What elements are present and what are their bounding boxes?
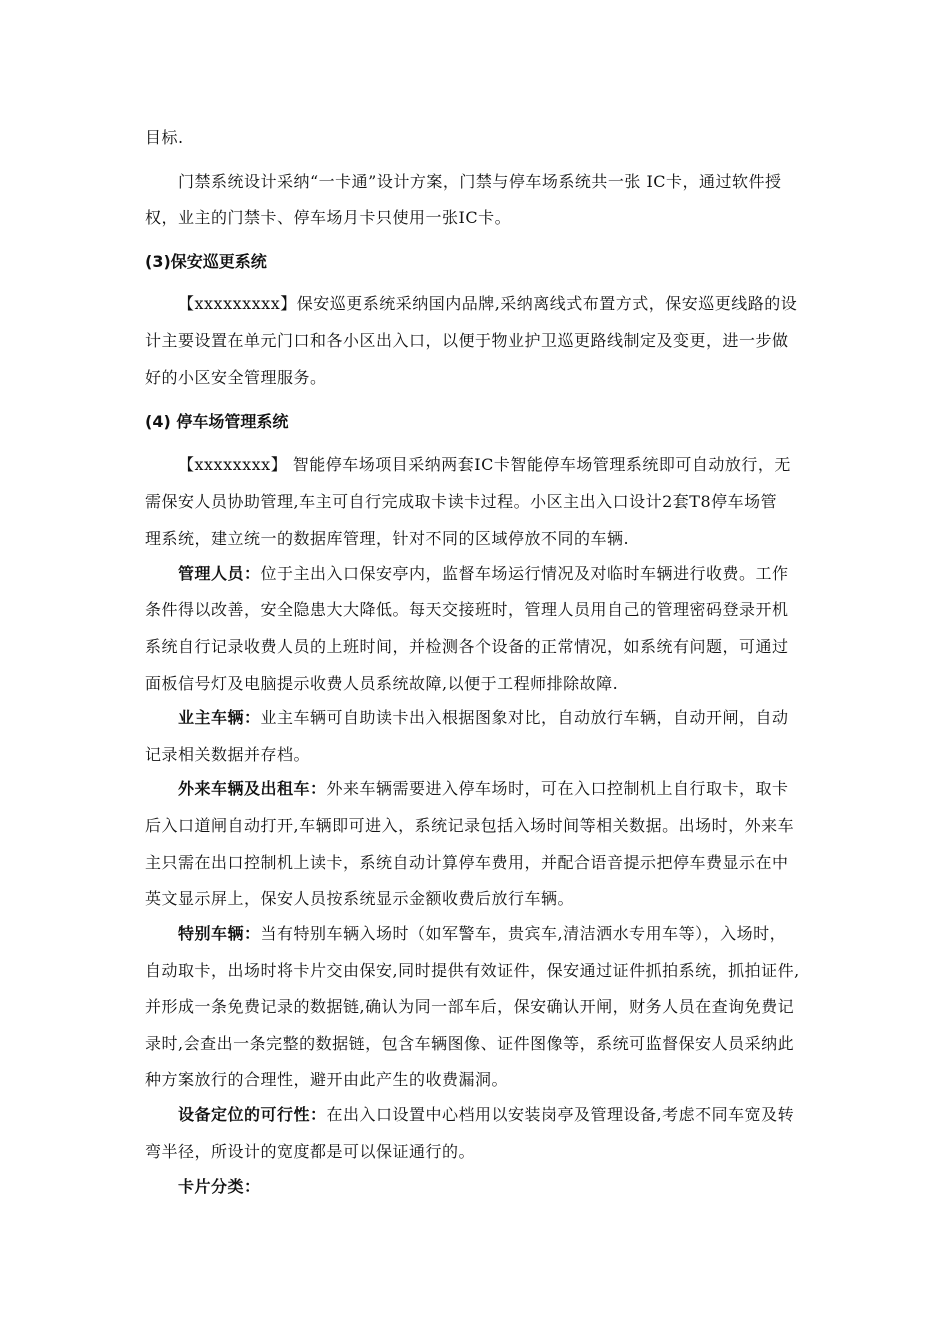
section-heading-3: (3)保安巡更系统 <box>145 252 267 271</box>
paragraph-line: 特别车辆：当有特别车辆入场时（如军警车，贵宾车,清洁洒水专用车等），入场时， <box>178 924 787 943</box>
paragraph-label: 特别车辆： <box>178 924 261 943</box>
section-heading-4: (4) 停车场管理系统 <box>145 412 289 431</box>
paragraph-line <box>178 1177 810 1197</box>
paragraph-line: 管理人员：位于主出入口保安亭内，监督车场运行情况及对临时车辆进行收费。工作 <box>178 564 789 583</box>
paragraph-line: 权，业主的门禁卡、停车场月卡只使用一张IC卡。 <box>145 208 512 227</box>
paragraph-line: 门禁系统设计采纳“一卡通”设计方案，门禁与停车场系统共一张 IC卡，通过软件授 <box>178 172 782 191</box>
paragraph-line: 条件得以改善，安全隐患大大降低。每天交接班时，管理人员用自己的管理密码登录开机 <box>145 600 789 619</box>
paragraph-line: 系统自行记录收费人员的上班时间，并检测各个设备的正常情况，如系统有问题，可通过 <box>145 637 789 656</box>
paragraph-line: 弯半径，所设计的宽度都是可以保证通行的。 <box>145 1142 476 1161</box>
paragraph-line: 【xxxxxxxx】 智能停车场项目采纳两套IC卡智能停车场管理系统即可自动放行，无 <box>178 455 791 474</box>
paragraph-line: 外来车辆及出租车：外来车辆需要进入停车场时，可在入口控制机上自行取卡，取卡 <box>178 779 789 798</box>
paragraph-line: 好的小区安全管理服务。 <box>145 368 327 387</box>
paragraph-line: 录时,会查出一条完整的数据链，包含车辆图像、证件图像等，系统可监督保安人员采纳此 <box>145 1034 795 1053</box>
paragraph-line: 后入口道闸自动打开,车辆即可进入，系统记录包括入场时间等相关数据。出场时，外来车 <box>145 816 795 835</box>
paragraph-line: 【xxxxxxxxx】保安巡更系统采纳国内品牌,采纳离线式布置方式，保安巡更线路的设 <box>178 294 798 313</box>
paragraph-line: 需保安人员协助管理,车主可自行完成取卡读卡过程。小区主出入口设计2套T8停车场管 <box>145 492 778 511</box>
paragraph-label: 业主车辆： <box>178 708 261 727</box>
paragraph-line: 记录相关数据并存档。 <box>145 745 311 764</box>
paragraph-line: 业主车辆：业主车辆可自助读卡出入根据图象对比，自动放行车辆，自动开闸，自动 <box>178 708 789 727</box>
paragraph-line: 面板信号灯及电脑提示收费人员系统故障,以便于工程师排除故障. <box>145 674 619 693</box>
paragraph-label: 外来车辆及出租车： <box>178 779 327 798</box>
paragraph-line: 计主要设置在单元门口和各小区出入口，以便于物业护卫巡更路线制定及变更，进一步做 <box>145 331 789 350</box>
paragraph-label: 管理人员： <box>178 564 261 583</box>
paragraph-line: 自动取卡，出场时将卡片交由保安,同时提供有效证件，保安通过证件抓拍系统，抓拍证件, <box>145 961 800 980</box>
paragraph-line: 理系统，建立统一的数据库管理，针对不同的区域停放不同的车辆. <box>145 529 630 548</box>
paragraph-line: 英文显示屏上，保安人员按系统显示金额收费后放行车辆。 <box>145 889 575 908</box>
paragraph-line: 主只需在出口控制机上读卡，系统自动计算停车费用，并配合语音提示把停车费显示在中 <box>145 853 789 872</box>
paragraph-label: 设备定位的可行性： <box>178 1105 327 1124</box>
paragraph-line: 设备定位的可行性：在出入口设置中心档用以安装岗亭及管理设备,考虑不同车宽及转 <box>178 1105 795 1124</box>
paragraph-label: 卡片分类： <box>178 1177 261 1196</box>
paragraph-line: 并形成一条免费记录的数据链,确认为同一部车后，保安确认开闸，财务人员在查询免费记 <box>145 997 795 1016</box>
paragraph-line: 种方案放行的合理性，避开由此产生的收费漏洞。 <box>145 1070 509 1089</box>
paragraph-line: 目标. <box>145 128 184 147</box>
